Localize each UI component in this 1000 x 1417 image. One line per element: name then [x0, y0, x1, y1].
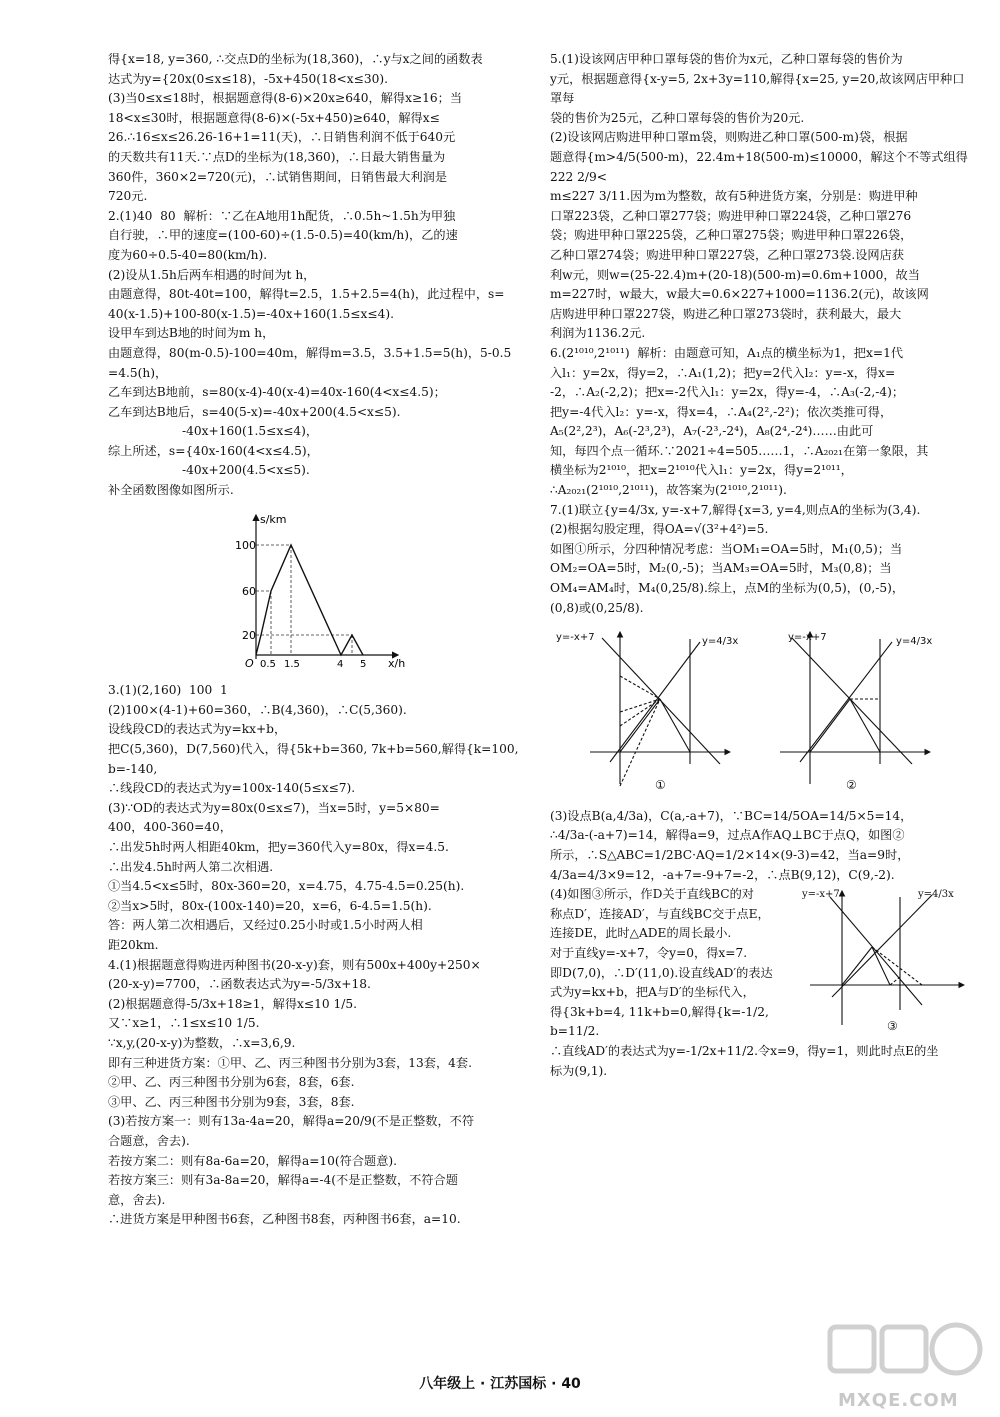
figure-2 — [780, 632, 933, 784]
text-line: (2)根据题意得-5/3x+18≥1，解得x≤10 1/5. — [108, 996, 358, 1011]
text-line: -2，∴A₂(-2,2)；把x=-2代入l₁：y=2x，得y=-4，∴A₃(-2,-4)； — [550, 385, 905, 400]
text-line: 若按方案三：则有3a-8a=20，解得a=-4(不是正整数，不符合题 — [108, 1173, 458, 1188]
text-line: ∵x,y,(20-x-y)为整数，∴x=3,6,9. — [108, 1035, 296, 1050]
figure-1-label: ① — [655, 778, 666, 793]
text-line: 综上所述，s={40x-160(4<x≤4.5)， — [108, 443, 319, 458]
line-label-l2: y=-x+7 — [788, 632, 827, 644]
text-line: 即D(7,0)，∴D′(11,0).设直线AD′的表达 — [550, 965, 773, 980]
text-line: -40x+200(4.5<x≤5). — [182, 463, 310, 478]
text-line: m=227时，w最大，w最大=0.6×227+1000=1136.2(元)，故该网 — [550, 287, 929, 302]
left-column — [108, 50, 526, 1230]
text-line: 若按方案二：则有8a-6a=20，解得a=10(符合题意). — [108, 1153, 398, 1168]
text-line: 把C(5,360)，D(7,560)代入，得{5k+b=360, 7k+b=560,解得{k=100, b=-140, — [108, 742, 523, 776]
text-line: (3)当0≤x≤18时，根据题意得(8-6)×20x≥640，解得x≥16；当 — [108, 91, 463, 106]
x-tick: 1.5 — [284, 658, 300, 669]
text-line: 补全函数图像如图所示. — [108, 483, 234, 498]
text-line: ③甲、乙、丙三种图书分别为9套，3套，8套. — [108, 1094, 355, 1109]
question-4-start: 4.(1)根据题意得购进丙种图书(20-x-y)套，则有500x+400y+250× — [108, 957, 481, 972]
text-line: ∴出发5h时两人相距40km，把y=360代入y=80x，得x=4.5. — [108, 840, 449, 854]
text-line: 4/3a=4/3×9=12，-a+7=-9+7=-2，∴点B(9,12)，C(9,-2). — [550, 867, 895, 882]
text-line: 乙种口罩274袋；购进甲种口罩227袋，乙种口罩273袋.设网店获 — [550, 247, 904, 262]
y-tick: 60 — [242, 584, 256, 598]
text-line: 距20km. — [108, 937, 159, 952]
text-line: 又∵x≥1，∴1≤x≤10 1/5. — [108, 1016, 260, 1031]
text-line: 合题意，舍去). — [108, 1133, 190, 1148]
text-line: 得{x=18, y=360, ∴交点D的坐标为(18,360)，∴y与x之间的函数表 — [108, 52, 483, 66]
text-line: (3)若按方案一：则有13a-4a=20，解得a=20/9(不是正整数，不符 — [108, 1114, 475, 1129]
text-line: 对于直线y=-x+7，令y=0，得x=7. — [550, 945, 748, 960]
graph-line — [256, 545, 363, 655]
text-line: 乙车到达B地前，s=80(x-4)-40(x-4)=40x-160(4<x≤4.5)； — [108, 385, 446, 400]
text-line: 称点D′，连接AD′，与直线BC交于点E， — [550, 906, 770, 921]
distance-time-chart — [108, 507, 526, 676]
text-line: (3)∵OD的表达式为y=80x(0≤x≤7)，当x=5时，y=5×80= — [108, 800, 440, 815]
page-footer: 八年级上 · 江苏国标 · 40 — [419, 1376, 581, 1392]
text-line: (2)100×(4-1)+60=360，∴B(4,360)，∴C(5,360). — [108, 702, 407, 717]
text-line: ∴直线AD′的表达式为y=-1/2x+11/2.令x=9，得y=1，则此时点E的坐 — [550, 1043, 939, 1058]
text-line: ②甲、乙、丙三种图书分别为6套，8套，6套. — [108, 1075, 355, 1090]
question-2-start: 2.(1)40 80 解析：∵乙在A地用1h配货，∴0.5h~1.5h为甲独 — [108, 208, 456, 223]
text-line: 18<x≤30时，根据题意得(8-6)×(-5x+450)≥640，解得x≤ — [108, 110, 440, 125]
text-line: 即有三种进货方案：①甲、乙、丙三种图书分别为3套，13套，4套. — [108, 1055, 472, 1070]
text-line: 答：两人第二次相遇后，又经过0.25小时或1.5小时两人相 — [108, 918, 423, 933]
text-line: ∴4/3a-(-a+7)=14，解得a=9，过点A作AQ⊥BC于点Q，如图② — [550, 828, 905, 843]
text-line: 达式为y={20x(0≤x≤18)，-5x+450(18<x≤30). — [108, 71, 388, 86]
text-line: 度为60÷0.5-40=80(km/h). — [108, 247, 268, 262]
text-line: 设甲车到达B地的时间为m h， — [108, 326, 275, 341]
text-line: (2)根据勾股定理，得OA=√(3²+4²)=5. — [550, 522, 769, 537]
y-tick: 20 — [242, 628, 256, 642]
text-line: =4.5(h)， — [108, 365, 168, 380]
text-line: 横坐标为2¹⁰¹⁰，把x=2¹⁰¹⁰代入l₁：y=2x，得y=2¹⁰¹¹， — [550, 463, 853, 478]
figures-1-2 — [550, 624, 970, 801]
line-label-l1: y=4/3x — [918, 889, 954, 901]
text-line: ∴A₂₀₂₁(2¹⁰¹⁰,2¹⁰¹¹)，故答案为(2¹⁰¹⁰,2¹⁰¹¹). — [550, 483, 787, 498]
line-label-l2: y=-x+7 — [802, 889, 840, 901]
text-line: ①当4.5<x≤5时，80x-360=20，x=4.75，4.75-4.5=0.25(h). — [108, 879, 465, 894]
text-line: 所示，∴S△ABC=1/2BC·AQ=1/2×14×(9-3)=42，当a=9时， — [550, 848, 910, 862]
y-label: s/km — [260, 512, 287, 526]
question-7-start: 7.(1)联立{y=4/3x, y=-x+7,解得{x=3, y=4,则点A的坐标为(3,4). — [550, 502, 921, 517]
text-line: ②当x>5时，80x-(100x-140)=20，x=6，6-4.5=1.5(h). — [108, 898, 432, 913]
question-5-start: 5.(1)设该网店甲种口罩每袋的售价为x元，乙种口罩每袋的售价为 — [550, 52, 903, 66]
x-tick: 0.5 — [260, 658, 276, 669]
text-line: 利润为1136.2元. — [550, 326, 646, 341]
text-line: 由题意得，80t-40t=100，解得t=2.5，1.5+2.5=4(h)，此过程中，s= — [108, 287, 505, 302]
text-line: 口罩223袋，乙种口罩277袋；购进甲种口罩224袋，乙种口罩276 — [550, 208, 912, 223]
line-label-l1: y=4/3x — [702, 636, 739, 648]
text-line: 入l₁：y=2x，得y=2，∴A₁(1,2)；把y=2代入l₂：y=-x，得x= — [550, 365, 896, 380]
text-line: 40(x-1.5)+100-80(x-1.5)=-40x+160(1.5≤x≤4). — [108, 306, 394, 321]
text-line: 意，舍去). — [108, 1192, 166, 1207]
x-tick: 5 — [360, 658, 367, 669]
text-line: ∴进货方案是甲种图书6套，乙种图书8套，丙种图书6套，a=10. — [108, 1212, 461, 1227]
text-line: 知，每四个点一循环.∵2021÷4=505……1，∴A₂₀₂₁在第一象限，其 — [550, 443, 929, 458]
text-line: (2)设从1.5h后两车相遇的时间为t h， — [108, 267, 316, 282]
text-line: 自行驶，∴甲的速度=(100-60)÷(1.5-0.5)=40(km/h)，乙的速 — [108, 228, 458, 243]
text-line: ∴出发4.5h时两人第二次相遇. — [108, 859, 274, 874]
text-line: 由题意得，80(m-0.5)-100=40m，解得m=3.5，3.5+1.5=5(h)，5-0.5 — [108, 345, 512, 360]
figure-2-label: ② — [846, 778, 857, 793]
line-label-l2: y=-x+7 — [556, 632, 595, 644]
part-4-block — [550, 885, 970, 1042]
text-line: 得{3k+b=4, 11k+b=0,解得{k=-1/2, b=11/2. — [550, 1004, 773, 1039]
text-line: A₅(2²,2³)，A₆(-2³,2³)，A₇(-2³,-2⁴)，A₈(2⁴,-2⁴)……由此可 — [550, 424, 874, 439]
x-label: x/h — [388, 656, 406, 669]
y-tick: 100 — [235, 538, 256, 552]
text-line: 题意得{m>4/5(500-m)，22.4m+18(500-m)≤10000，解这个不等式组得222 2/9< — [550, 149, 968, 184]
text-line: 360件，360×2=720(元)，∴试销售期间，日销售最大利润是 — [108, 169, 448, 184]
x-tick: 4 — [337, 658, 344, 669]
text-line: 店购进甲种口罩227袋，购进乙种口罩273袋时，获利最大，最大 — [550, 306, 902, 321]
text-line: (4)如图③所示，作D关于直线BC的对 — [550, 887, 754, 902]
right-column — [550, 50, 970, 1081]
text-line: (3)设点B(a,4/3a)，C(a,-a+7)，∵BC=14/5OA=14/5×5=14， — [550, 808, 913, 823]
text-line: 袋；购进甲种口罩225袋，乙种口罩275袋；购进甲种口罩226袋， — [550, 228, 913, 243]
watermark-text: MXQE.COM — [838, 1390, 959, 1411]
text-line: (2)设该网店购进甲种口罩m袋，则购进乙种口罩(500-m)袋，根据 — [550, 130, 908, 145]
text-line: 连接DE，此时△ADE的周长最小. — [550, 926, 732, 941]
text-line: (20-x-y)=7700，∴函数表达式为y=-5/3x+18. — [108, 977, 371, 992]
text-line: 26.∴16≤x≤26.26-16+1=11(天)，∴日销售利润不低于640元 — [108, 130, 456, 145]
text-line: 乙车到达B地后，s=40(5-x)=-40x+200(4.5<x≤5). — [108, 404, 401, 419]
text-line: m≤227 3/11.因为m为整数，故有5种进货方案，分别是：购进甲种 — [550, 189, 918, 204]
text-line: 400，400-360=40， — [108, 820, 232, 835]
text-line: OM₄=AM₄时，M₄(0,25/8).综上，点M的坐标为(0,5)，(0,-5)， — [550, 581, 905, 596]
text-line: 720元. — [108, 189, 148, 204]
figure-3-label: ③ — [887, 1019, 898, 1034]
text-line: -40x+160(1.5≤x≤4)， — [182, 424, 319, 439]
text-line: (0,8)或(0,25/8). — [550, 600, 644, 615]
text-line: y元，根据题意得{x-y=5, 2x+3y=110,解得{x=25, y=20,故该网店甲种口罩每 — [550, 71, 965, 106]
text-line: 如图①所示，分四种情况考虑：当OM₁=OA=5时，M₁(0,5)；当 — [550, 541, 903, 556]
question-6-start: 6.(2¹⁰¹⁰,2¹⁰¹¹) 解析：由题意可知，A₁点的横坐标为1，把x=1代 — [550, 345, 904, 360]
text-line: 袋的售价为25元，乙种口罩每袋的售价为20元. — [550, 110, 805, 125]
text-line: 设线段CD的表达式为y=kx+b， — [108, 722, 287, 737]
figure-1 — [590, 632, 730, 786]
text-line: ∴线段CD的表达式为y=100x-140(5≤x≤7). — [108, 781, 356, 796]
figure-3 — [802, 885, 970, 1035]
question-3-start: 3.(1)(2,160) 100 1 — [108, 683, 228, 698]
text-line: OM₂=OA=5时，M₂(0,-5)；当AM₃=OA=5时，M₃(0,8)；当 — [550, 561, 892, 576]
text-line: 的天数共有11天.∵点D的坐标为(18,360)，∴日最大销售量为 — [108, 149, 446, 164]
text-line: 标为(9,1). — [550, 1063, 608, 1078]
origin: O — [245, 656, 254, 669]
line-label-l1: y=4/3x — [896, 636, 933, 648]
text-line: 式为y=kx+b，把A与D′的坐标代入， — [550, 985, 755, 1000]
text-line: 利w元，则w=(25-22.4)m+(20-18)(500-m)=0.6m+1000，故当 — [550, 267, 920, 282]
text-line: 把y=-4代入l₂：y=-x，得x=4，∴A₄(2²,-2²)；依次类推可得， — [550, 404, 893, 419]
